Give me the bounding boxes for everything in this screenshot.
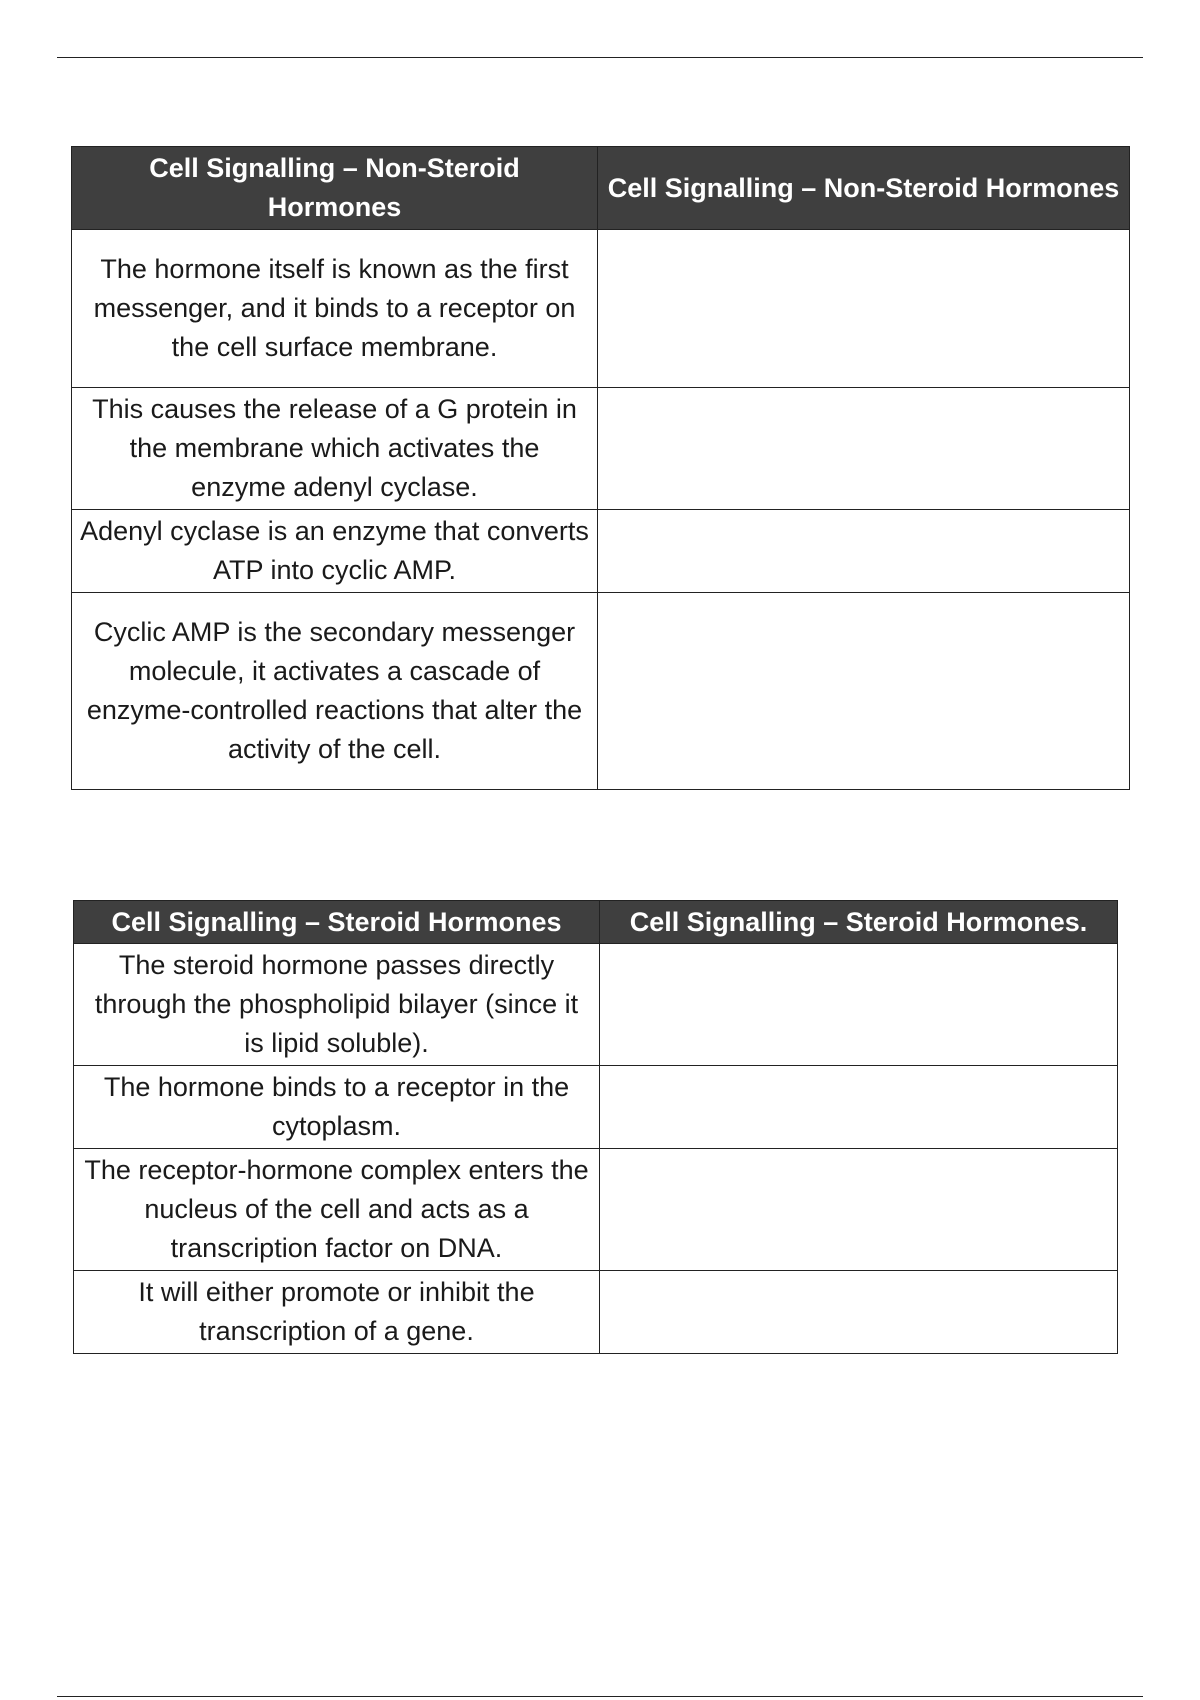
table-row: [72, 230, 1130, 388]
answer-cell[interactable]: [600, 1271, 1118, 1354]
steroid-hormones-table: [73, 900, 1118, 1354]
answer-cell[interactable]: [598, 388, 1130, 510]
table-row: [72, 388, 1130, 510]
statement-cell: It will either promote or inhibit the transcription of a gene.: [74, 1271, 600, 1354]
answer-cell[interactable]: [600, 1066, 1118, 1149]
table-row: [74, 944, 1118, 1066]
answer-cell[interactable]: [600, 944, 1118, 1066]
answer-cell[interactable]: [600, 1149, 1118, 1271]
column-header: Cell Signalling – Steroid Hormones: [74, 901, 600, 944]
footer-rule: [57, 1696, 1143, 1697]
table-row: [72, 510, 1130, 593]
column-header: Cell Signalling – Non-Steroid Hormones: [598, 147, 1130, 230]
statement-cell: This causes the release of a G protein in the membrane which activates the enzyme adenyl cyclase.: [72, 388, 598, 510]
statement-cell: The hormone itself is known as the first messenger, and it binds to a receptor on the cell surface membrane.: [72, 230, 598, 388]
statement-cell: The steroid hormone passes directly through the phospholipid bilayer (since it is lipid soluble).: [74, 944, 600, 1066]
table-header-row: [72, 147, 1130, 230]
statement-cell: Adenyl cyclase is an enzyme that converts ATP into cyclic AMP.: [72, 510, 598, 593]
table-row: [74, 1066, 1118, 1149]
statement-cell: The receptor-hormone complex enters the nucleus of the cell and acts as a transcription factor on DNA.: [74, 1149, 600, 1271]
statement-cell: Cyclic AMP is the secondary messenger molecule, it activates a cascade of enzyme-controlled reactions that alter the activity of the cell.: [72, 593, 598, 790]
non-steroid-hormones-table: [71, 146, 1130, 790]
answer-cell[interactable]: [598, 593, 1130, 790]
answer-cell[interactable]: [598, 510, 1130, 593]
statement-cell: The hormone binds to a receptor in the cytoplasm.: [74, 1066, 600, 1149]
table-header-row: [74, 901, 1118, 944]
header-rule: [57, 57, 1143, 58]
table-row: [74, 1149, 1118, 1271]
answer-cell[interactable]: [598, 230, 1130, 388]
table-row: [72, 593, 1130, 790]
column-header: Cell Signalling – Steroid Hormones.: [600, 901, 1118, 944]
table-row: [74, 1271, 1118, 1354]
column-header: Cell Signalling – Non-Steroid Hormones: [72, 147, 598, 230]
